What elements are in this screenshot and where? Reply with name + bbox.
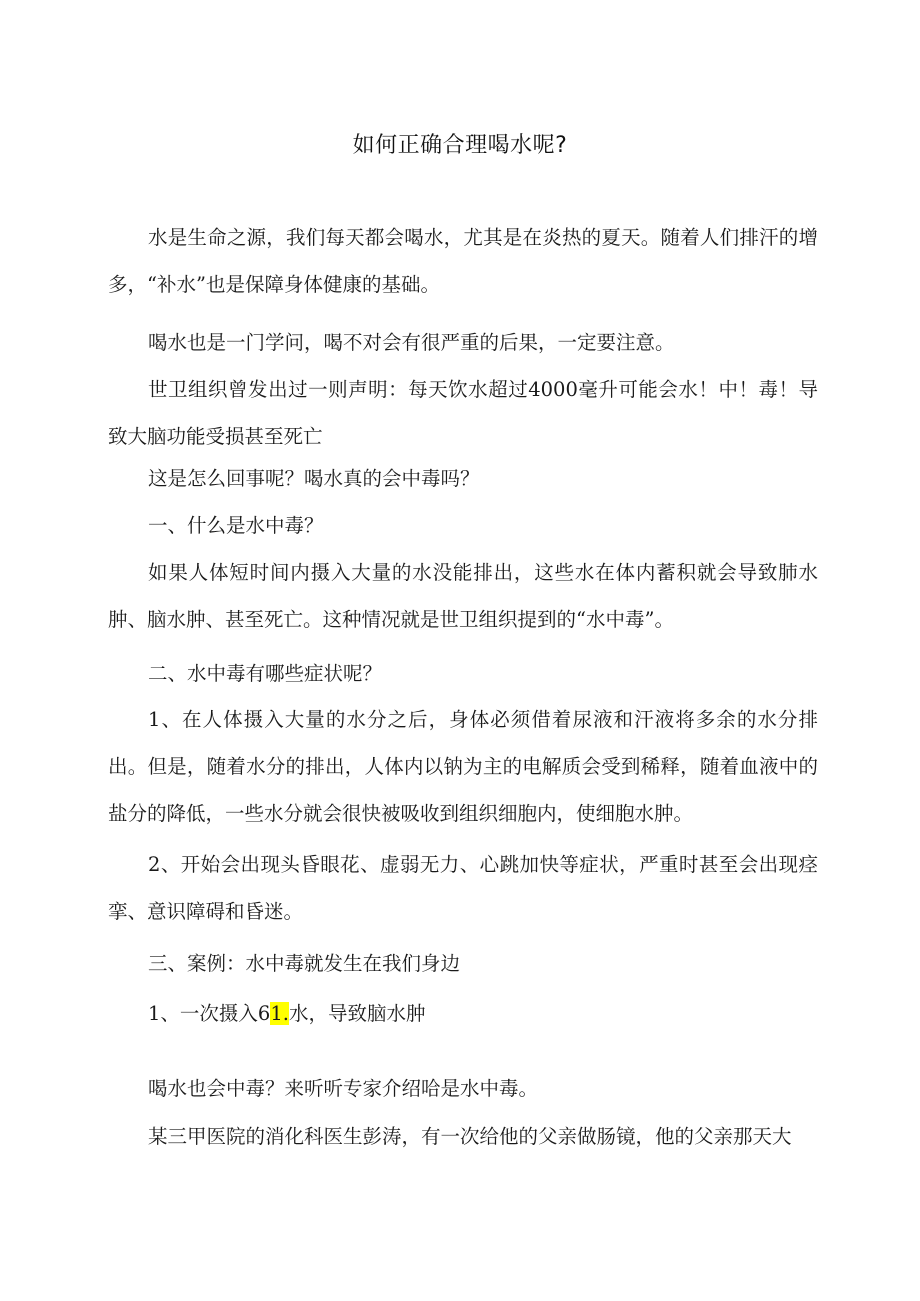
paragraph-definition: 如果人体短时间内摄入大量的水没能排出，这些水在体内蓄积就会导致肺水肿、脑水肿、甚至死亡。这种情况就是世卫组织提到的“水中毒”。: [108, 561, 818, 631]
paragraph-who-statement: 世卫组织曾发出过一则声明：每天饮水超过4000毫升可能会水！中！毒！导致大脑功能受损甚至死亡: [108, 378, 818, 448]
case-line-prefix: 1、一次摄入6: [148, 1002, 271, 1025]
case-line-highlight: 1.: [270, 1002, 289, 1025]
document-title: 如何正确合理喝水呢?: [352, 133, 568, 158]
case-line: [108, 990, 818, 1037]
section-heading-2: 二、水中毒有哪些症状呢？: [148, 662, 383, 685]
paragraph-symptom-1: 1、在人体摄入大量的水分之后，身体必须借着尿液和汗液将多余的水分排出。但是，随着水分的排出，人体内以钠为主的电解质会受到稀释，随着血液中的盐分的降低，一些水分就会很快被吸收到组织细胞内，使细胞水肿。: [108, 708, 818, 825]
section-heading-1: 一、什么是水中毒？: [148, 514, 324, 537]
paragraph-poisoning-question: 喝水也会中毒？来听听专家介绍哈是水中毒。: [148, 1077, 539, 1100]
paragraph-intro: 水是生命之源，我们每天都会喝水，尤其是在炎热的夏天。随着人们排汗的增多，“补水”也是保障身体健康的基础。: [108, 226, 818, 296]
paragraph-symptom-2: 2、开始会出现头昏眼花、虚弱无力、心跳加快等症状，严重时甚至会出现痉挛、意识障碍和昏迷。: [108, 853, 818, 923]
paragraph-learning: 喝水也是一门学问，喝不对会有很严重的后果，一定要注意。: [148, 331, 675, 354]
paragraph-case-story: 某三甲医院的消化科医生彭涛，有一次给他的父亲做肠镜，他的父亲那天大: [148, 1125, 792, 1148]
case-line-suffix: 水，导致脑水肿: [288, 1002, 426, 1025]
paragraph-question: 这是怎么回事呢？喝水真的会中毒吗？: [148, 467, 480, 490]
section-heading-3: 三、案例：水中毒就发生在我们身边: [148, 952, 461, 975]
